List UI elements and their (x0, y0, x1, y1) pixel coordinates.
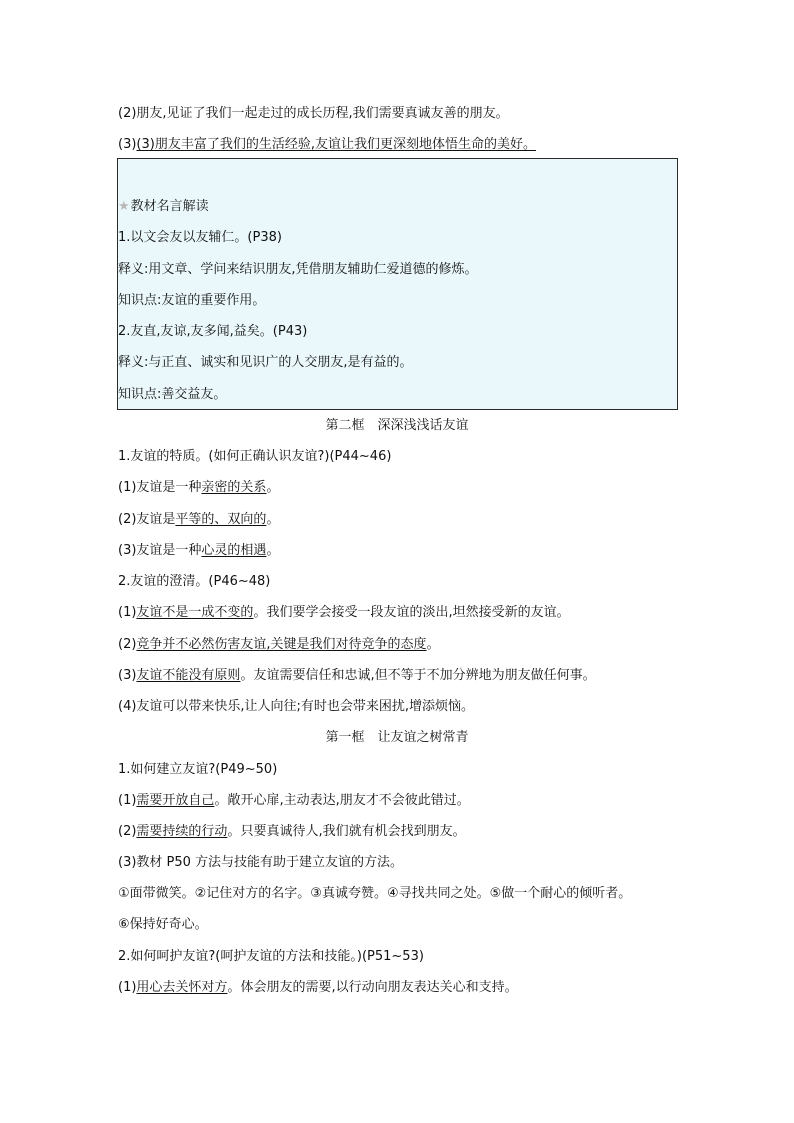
s2-q2-item-4: (4)友谊可以带来快乐,让人向往;有时也会带来困扰,增添烦恼。 (118, 699, 475, 714)
item-key: 友谊不是一成不变的 (136, 605, 254, 620)
item-pre: (2)友谊是 (118, 512, 176, 527)
item-post: 。 (426, 637, 440, 652)
quote-line-6: 知识点:善交益友。 (118, 387, 227, 402)
s3-q1-item-2 (118, 823, 466, 841)
quote-line-4: 2.友直,友谅,友多闻,益矣。(P43) (118, 324, 308, 339)
item-pre: (3)友谊是一种 (118, 543, 202, 558)
s2-q1-item-2 (118, 511, 279, 529)
quote-box-heading-text: 教材名言解读 (130, 199, 209, 214)
s2-q2: 2.友谊的澄清。(P46~48) (118, 574, 271, 589)
top-line-3-text: (3)朋友丰富了我们的生活经验,友谊让我们更深刻地体悟生命的美好。 (136, 137, 536, 152)
s3-q1-item-3: (3)教材 P50 方法与技能有助于建立友谊的方法。 (118, 855, 404, 870)
item-key: 心灵的相遇 (201, 543, 267, 558)
s3-q2-item-1 (118, 979, 518, 997)
item-pre: (2) (118, 824, 137, 839)
item-post: 。体会朋友的需要,以行动向朋友表达关心和支持。 (227, 980, 518, 995)
quote-line-5: 释义:与正直、诚实和见识广的人交朋友,是有益的。 (118, 355, 413, 370)
item-post: 。敞开心扉,主动表达,朋友才不会彼此错过。 (214, 793, 470, 808)
s2-q1: 1.友谊的特质。(如何正确认识友谊?)(P44~46) (118, 449, 392, 464)
item-post: 。友谊需要信任和忠诚,但不等于不加分辨地为朋友做任何事。 (240, 668, 596, 683)
quote-line-1: 1.以文会友以友辅仁。(P38) (118, 230, 282, 245)
s2-q1-item-1 (118, 479, 279, 497)
quote-box (117, 158, 678, 410)
section-title-2: 第二框 深深浅浅话友谊 (325, 418, 469, 433)
item-pre: (1) (118, 793, 137, 808)
section-title-3: 第一框 让友谊之树常青 (325, 730, 469, 745)
item-post: 。我们要学会接受一段友谊的淡出,坦然接受新的友谊。 (253, 605, 570, 620)
s2-q1-item-3 (118, 542, 279, 560)
item-pre: (2) (118, 637, 137, 652)
item-key: 需要开放自己 (136, 793, 215, 808)
s2-q2-item-1 (118, 604, 570, 622)
top-line-2: (2)朋友,见证了我们一起走过的成长历程,我们需要真诚友善的朋友。 (118, 106, 509, 121)
item-pre: (1) (118, 605, 137, 620)
item-key: 平等的、双向的 (175, 512, 267, 527)
top-line-3 (118, 136, 536, 154)
item-post: 。 (266, 543, 280, 558)
item-pre: (1)友谊是一种 (118, 480, 202, 495)
quote-box-heading (118, 198, 209, 216)
s3-tips-line-2: ⑥保持好奇心。 (118, 917, 208, 932)
top-line-3-prefix: (3) (118, 137, 137, 152)
s3-q2: 2.如何呵护友谊?(呵护友谊的方法和技能。)(P51~53) (118, 949, 424, 964)
s3-q1: 1.如何建立友谊?(P49~50) (118, 762, 278, 777)
s2-q2-item-2 (118, 636, 440, 654)
quote-line-3: 知识点:友谊的重要作用。 (118, 293, 266, 308)
item-key: 竞争并不必然伤害友谊,关键是我们对待竞争的态度 (136, 637, 427, 652)
item-key: 亲密的关系 (201, 480, 267, 495)
item-post: 。 (266, 480, 280, 495)
s3-q1-item-1 (118, 792, 470, 810)
item-post: 。只要真诚待人,我们就有机会找到朋友。 (227, 824, 466, 839)
item-pre: (1) (118, 980, 137, 995)
item-key: 需要持续的行动 (136, 824, 228, 839)
item-pre: (3) (118, 668, 137, 683)
star-icon: ★ (118, 199, 130, 214)
item-key: 用心去关怀对方 (136, 980, 228, 995)
s3-tips-line-1: ①面带微笑。②记住对方的名字。③真诚夸赞。④寻找共同之处。⑤做一个耐心的倾听者。 (118, 886, 632, 901)
item-key: 友谊不能没有原则 (136, 668, 241, 683)
s2-q2-item-3 (118, 667, 596, 685)
quote-line-2: 释义:用文章、学问来结识朋友,凭借朋友辅助仁爱道德的修炼。 (118, 262, 478, 277)
item-post: 。 (266, 512, 280, 527)
